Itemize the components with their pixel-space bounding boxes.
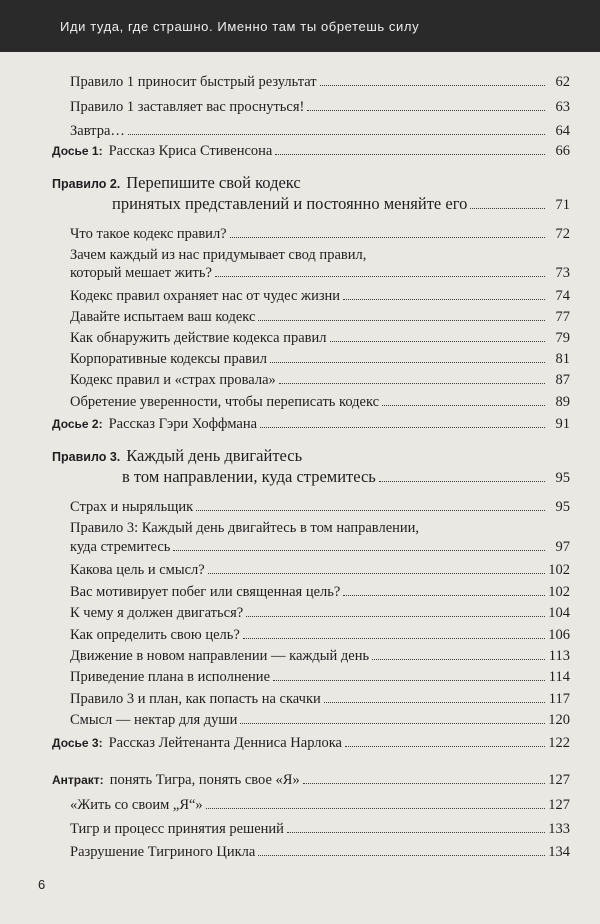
running-header-title: Иди туда, где страшно. Именно там ты обретешь силу (60, 19, 420, 34)
toc-entry[interactable]: Смысл — нектар для души 120 (70, 712, 570, 728)
toc-entry[interactable]: К чему я должен двигаться? 104 (70, 605, 570, 621)
toc-entry[interactable]: Как обнаружить действие кодекса правил 79 (70, 330, 570, 346)
toc-entry[interactable]: Как определить свою цель? 106 (70, 627, 570, 643)
toc-dossier[interactable]: Досье 2: Рассказ Гэри Хоффмана 91 (52, 416, 570, 432)
toc-entry[interactable]: Обретение уверенности, чтобы переписать кодекс 89 (70, 394, 570, 410)
toc-dossier[interactable]: Досье 3: Рассказ Лейтенанта Денниса Нарлока 122 (52, 735, 570, 751)
toc-entry[interactable]: Тигр и процесс принятия решений 133 (70, 821, 570, 837)
toc-entry-line1[interactable]: Зачем каждый из нас придумывает свод правил, (70, 247, 367, 263)
toc-entry[interactable]: Завтра… 64 (70, 123, 570, 139)
toc-chapter[interactable]: Правило 2. Перепишите свой кодекс принятых представлений и постоянно меняйте его 71 (52, 173, 570, 213)
toc-entry[interactable]: Кодекс правил и «страх провала» 87 (70, 372, 570, 388)
toc-entry[interactable]: Кодекс правил охраняет нас от чудес жизни 74 (70, 288, 570, 304)
toc-entry[interactable]: куда стремитесь 97 (70, 539, 570, 555)
toc-entry[interactable]: Приведение плана в исполнение 114 (70, 669, 570, 685)
toc-entry[interactable]: Что такое кодекс правил? 72 (70, 226, 570, 242)
toc-entry[interactable]: Страх и ныряльщик 95 (70, 499, 570, 515)
toc-entry[interactable]: Корпоративные кодексы правил 81 (70, 351, 570, 367)
toc-intermission[interactable]: Антракт: понять Тигра, понять свое «Я» 127 (52, 772, 570, 788)
page-number: 6 (38, 877, 46, 892)
toc-entry-line1[interactable]: Правило 3: Каждый день двигайтесь в том направлении, (70, 520, 420, 536)
toc-entry[interactable]: Движение в новом направлении — каждый день 113 (70, 648, 570, 664)
toc-entry[interactable]: Правило 1 приносит быстрый результат 62 (70, 74, 570, 90)
toc-entry[interactable]: Правило 3 и план, как попасть на скачки 117 (70, 691, 570, 707)
toc-entry[interactable]: Разрушение Тигриного Цикла 134 (70, 844, 570, 860)
toc-entry[interactable]: Вас мотивирует побег или священная цель? 102 (70, 584, 570, 600)
toc-entry[interactable]: который мешает жить? 73 (70, 265, 570, 281)
toc-entry[interactable]: Какова цель и смысл? 102 (70, 562, 570, 578)
toc-entry[interactable]: Правило 1 заставляет вас проснуться! 63 (70, 99, 570, 115)
toc-entry[interactable]: «Жить со своим „Я“» 127 (70, 797, 570, 813)
toc-dossier[interactable]: Досье 1: Рассказ Криса Стивенсона 66 (52, 143, 570, 159)
toc-chapter[interactable]: Правило 3. Каждый день двигайтесь в том направлении, куда стремитесь 95 (52, 446, 570, 486)
toc-entry[interactable]: Давайте испытаем ваш кодекс 77 (70, 309, 570, 325)
